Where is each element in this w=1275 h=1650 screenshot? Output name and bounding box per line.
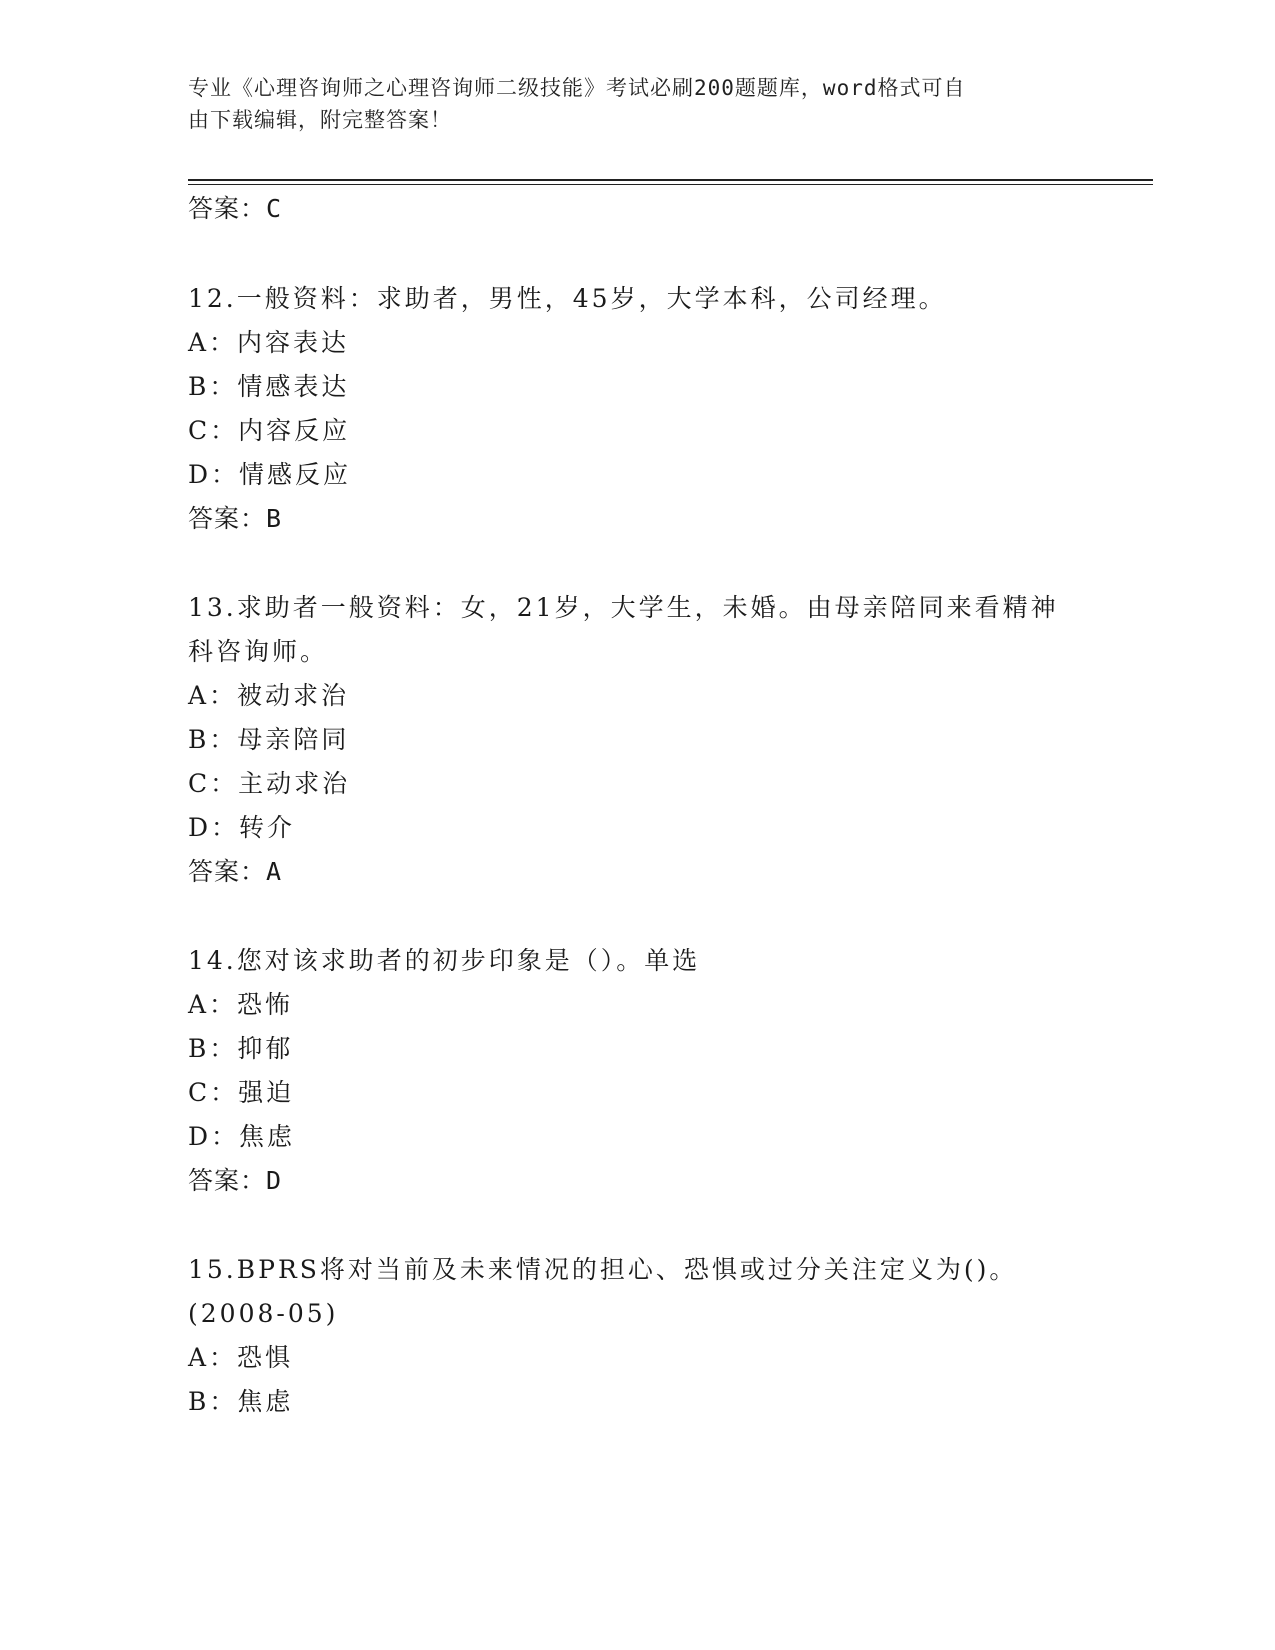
question-13-answer: 答案：A	[188, 857, 283, 886]
header-divider	[188, 179, 1153, 181]
question-12-option-a: A：内容表达	[188, 328, 350, 357]
question-13-option-c: C：主动求治	[188, 769, 351, 798]
question-12-option-d: D：情感反应	[188, 460, 352, 489]
question-12-answer: 答案：B	[188, 504, 283, 533]
question-14-option-a: A：恐怖	[188, 990, 294, 1019]
question-15-stem-line-2: (2008-05)	[188, 1299, 339, 1328]
header-divider-thin	[188, 184, 1153, 185]
question-15-option-b: B：焦虑	[188, 1387, 294, 1416]
document-header	[188, 72, 1068, 136]
answer-previous: 答案：C	[188, 194, 283, 223]
question-13-stem-line-2: 科咨询师。	[188, 637, 329, 666]
question-14-option-d: D：焦虑	[188, 1122, 296, 1151]
question-12-option-c: C：内容反应	[188, 416, 351, 445]
question-12-stem: 12.一般资料：求助者，男性，45岁，大学本科，公司经理。	[188, 284, 947, 313]
header-line-2: 由下载编辑，附完整答案！	[188, 108, 452, 132]
question-13-option-a: A：被动求治	[188, 681, 350, 710]
question-14-option-c: C：强迫	[188, 1078, 295, 1107]
question-14-answer: 答案：D	[188, 1166, 283, 1195]
question-14-stem: 14.您对该求助者的初步印象是（）。单选	[188, 946, 701, 975]
question-12-option-b: B：情感表达	[188, 372, 350, 401]
header-line-1: 专业《心理咨询师之心理咨询师二级技能》考试必刷200题题库，word格式可自	[188, 76, 966, 100]
question-15-stem-line-1: 15.BPRS将对当前及未来情况的担心、恐惧或过分关注定义为()。	[188, 1255, 1018, 1284]
question-13-stem-line-1: 13.求助者一般资料：女，21岁，大学生，未婚。由母亲陪同来看精神	[188, 593, 1059, 622]
question-14-option-b: B：抑郁	[188, 1034, 294, 1063]
question-13-option-b: B：母亲陪同	[188, 725, 350, 754]
question-13-option-d: D：转介	[188, 813, 296, 842]
question-15-option-a: A：恐惧	[188, 1343, 294, 1372]
